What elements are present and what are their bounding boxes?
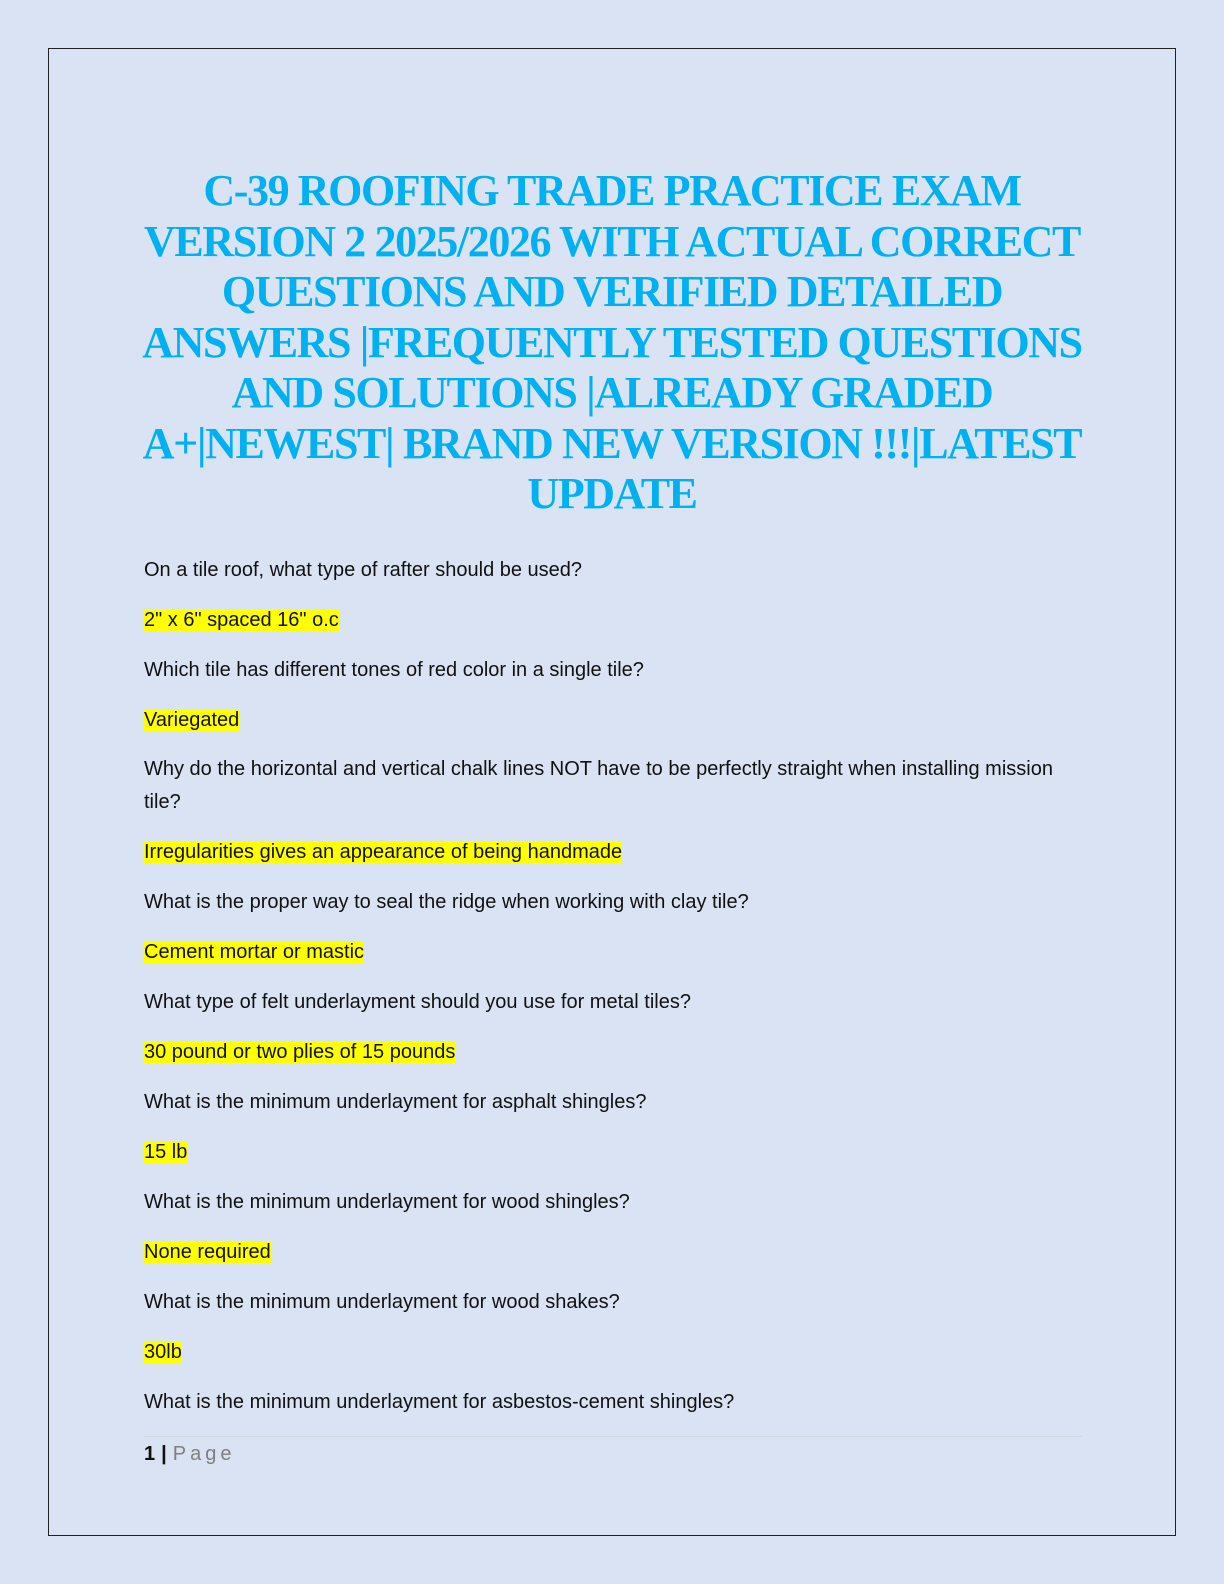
answer-3: Irregularities gives an appearance of being handmade xyxy=(144,841,623,863)
answer-5: 30 pound or two plies of 15 pounds xyxy=(144,1041,456,1063)
page-footer xyxy=(144,1440,235,1468)
question-2: Which tile has different tones of red color in a single tile? xyxy=(144,659,644,681)
question-3: Why do the horizontal and vertical chalk lines NOT have to be perfectly straight when installing mission tile? xyxy=(144,758,1053,813)
document-title: C-39 ROOFING TRADE PRACTICE EXAM VERSION 2 2025/2026 WITH ACTUAL CORRECT QUESTIONS AND VERIFIED DETAILED ANSWERS |FREQUENTLY TESTED QUESTIONS AND SOLUTIONS |ALREADY GRADED A+|NEWEST| BRAND NEW VERSION !!!|LATEST UPDATE xyxy=(142,166,1082,518)
page-number: 1 xyxy=(144,1443,156,1465)
question-9: What is the minimum underlayment for asbestos-cement shingles? xyxy=(144,1391,735,1413)
question-5: What type of felt underlayment should you use for metal tiles? xyxy=(144,991,691,1013)
answer-4: Cement mortar or mastic xyxy=(144,941,365,963)
qa-list xyxy=(144,553,1084,1435)
question-4: What is the proper way to seal the ridge when working with clay tile? xyxy=(144,891,749,913)
answer-8: 30lb xyxy=(144,1341,182,1363)
answer-6: 15 lb xyxy=(144,1141,188,1163)
page-label: Page xyxy=(172,1443,236,1465)
question-8: What is the minimum underlayment for wood shakes? xyxy=(144,1291,620,1313)
footer-divider xyxy=(144,1436,1082,1437)
question-1: On a tile roof, what type of rafter should be used? xyxy=(144,559,583,581)
answer-1: 2" x 6" spaced 16" o.c xyxy=(144,609,339,631)
footer-separator: | xyxy=(161,1443,167,1465)
answer-7: None required xyxy=(144,1241,271,1263)
question-7: What is the minimum underlayment for wood shingles? xyxy=(144,1191,630,1213)
answer-2: Variegated xyxy=(144,709,240,731)
question-6: What is the minimum underlayment for asphalt shingles? xyxy=(144,1091,647,1113)
